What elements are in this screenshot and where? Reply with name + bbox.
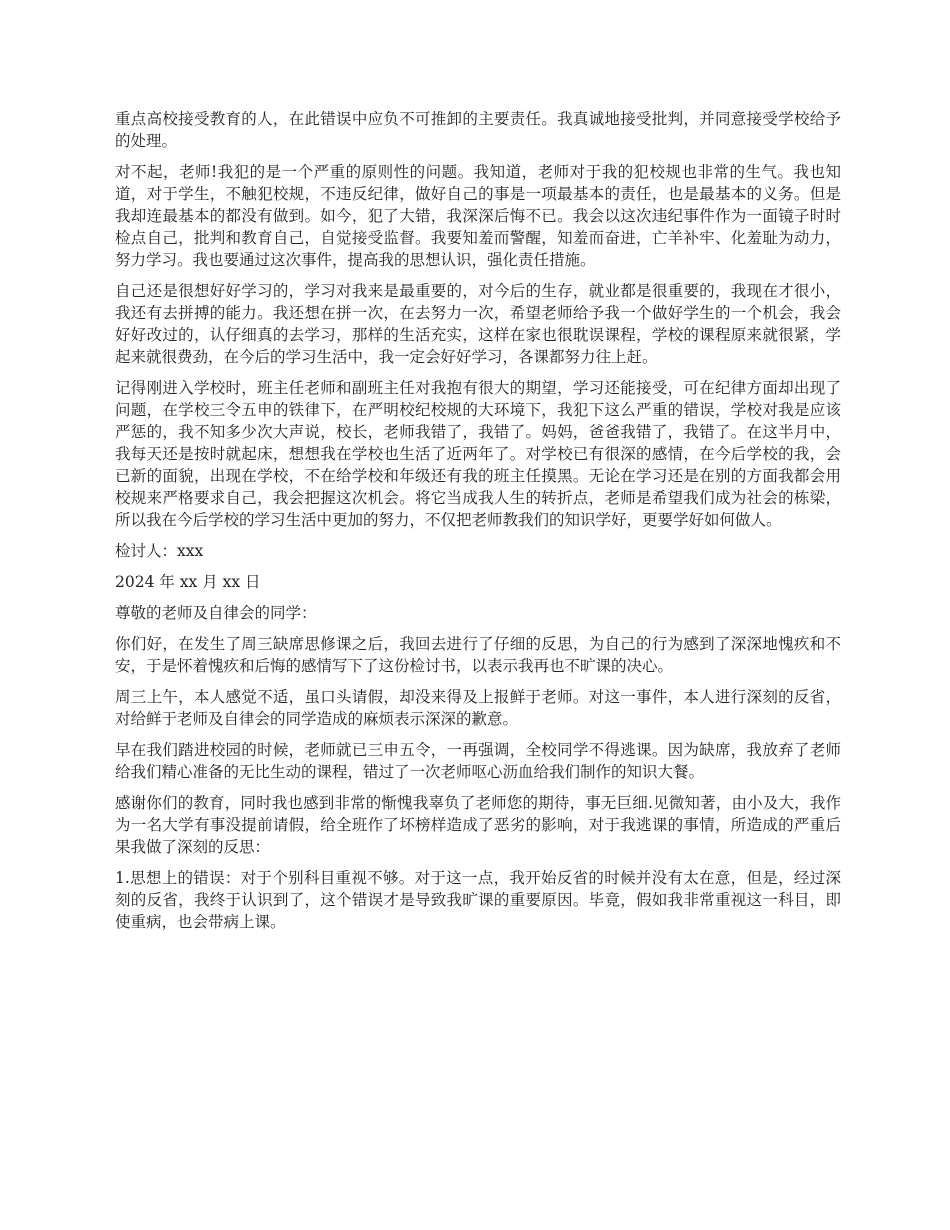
paragraph-3: 自己还是很想好好学习的，学习对我来是最重要的，对今后的生存，就业都是很重要的，我现在才很小，我还有去拼搏的能力。我还想在拼一次，在去努力一次，希望老师给予我一个做好学生的一个机会，我会好好改过的，认仔细真的去学习，那样的生活充实，这样在家也很耽误课程，学校的课程原来就很紧，学起来就很费劲，在今后的学习生活中，我一定会好好学习，各课都努力往上赶。 xyxy=(115,282,841,366)
paragraph-4: 记得刚进入学校时，班主任老师和副班主任对我抱有很大的期望，学习还能接受，可在纪律方面却出现了问题，在学校三令五申的铁律下，在严明校纪校规的大环境下，我犯下这么严重的错误，学校对我是应该严惩的，我不知多少次大声说，校长，老师我错了，我错了。妈妈，爸爸我错了，我错了。在这半月中，我每天还是按时就起床，想想我在学校也生活了近两年了。对学校已有很深的感情，在今后学校的我，会已新的面貌，出现在学校，不在给学校和年级还有我的班主任摸黑。无论在学习还是在别的方面我都会用校规来严格要求自己，我会把握这次机会。将它当成我人生的转折点，老师是希望我们成为社会的栋梁，所以我在今后学校的学习生活中更加的努力，不仅把老师教我们的知识学好，更要学好如何做人。 xyxy=(115,379,841,529)
paragraph-12: 1.思想上的错误：对于个别科目重视不够。对于这一点，我开始反省的时候并没有太在意，但是，经过深刻的反省，我终于认识到了，这个错误才是导致我旷课的重要原因。毕竟，假如我非常重视这一科目，即使重病，也会带病上课。 xyxy=(115,869,841,931)
paragraph-2: 对不起，老师!我犯的是一个严重的原则性的问题。我知道，老师对于我的犯校规也非常的生气。我也知道，对于学生，不触犯校规，不违反纪律，做好自己的事是一项最基本的责任，也是最基本的义务。但是我却连最基本的都没有做到。如今，犯了大错，我深深后悔不已。我会以这次违纪事件作为一面镜子时时检点自己，批判和教育自己，自觉接受监督。我要知羞而警醒，知羞而奋进，亡羊补牢、化羞耻为动力，努力学习。我也要通过这次事件，提高我的思想认识，强化责任措施。 xyxy=(115,163,841,269)
paragraph-9: 周三上午，本人感觉不适，虽口头请假，却没来得及上报鲜于老师。对这一事件，本人进行深刻的反省，对给鲜于老师及自律会的同学造成的麻烦表示深深的歉意。 xyxy=(115,688,841,728)
paragraph-1: 重点高校接受教育的人，在此错误中应负不可推卸的主要责任。我真诚地接受批判，并同意接受学校给予的处理。 xyxy=(115,110,841,150)
salutation: 尊敬的老师及自律会的同学： xyxy=(115,604,317,622)
paragraph-11: 感谢你们的教育，同时我也感到非常的惭愧我辜负了老师您的期待，事无巨细.见微知著，由小及大，我作为一名大学有事没提前请假，给全班作了坏榜样造成了恶劣的影响，对于我逃课的事情，所造成的严重后果我做了深刻的反思： xyxy=(115,794,841,856)
date-line: 2024 年 xx 月 xx 日 xyxy=(115,573,261,591)
document-body xyxy=(115,108,841,942)
paragraph-10: 早在我们踏进校园的时候，老师就已三申五令，一再强调，全校同学不得逃课。因为缺席，我放弃了老师给我们精心准备的无比生动的课程，错过了一次老师呕心沥血给我们制作的知识大餐。 xyxy=(115,741,841,781)
signature-line: 检讨人：xxx xyxy=(115,542,204,560)
paragraph-8: 你们好，在发生了周三缺席思修课之后，我回去进行了仔细的反思，为自己的行为感到了深深地愧疚和不安，于是怀着愧疚和后悔的感情写下了这份检讨书，以表示我再也不旷课的决心。 xyxy=(115,635,841,675)
